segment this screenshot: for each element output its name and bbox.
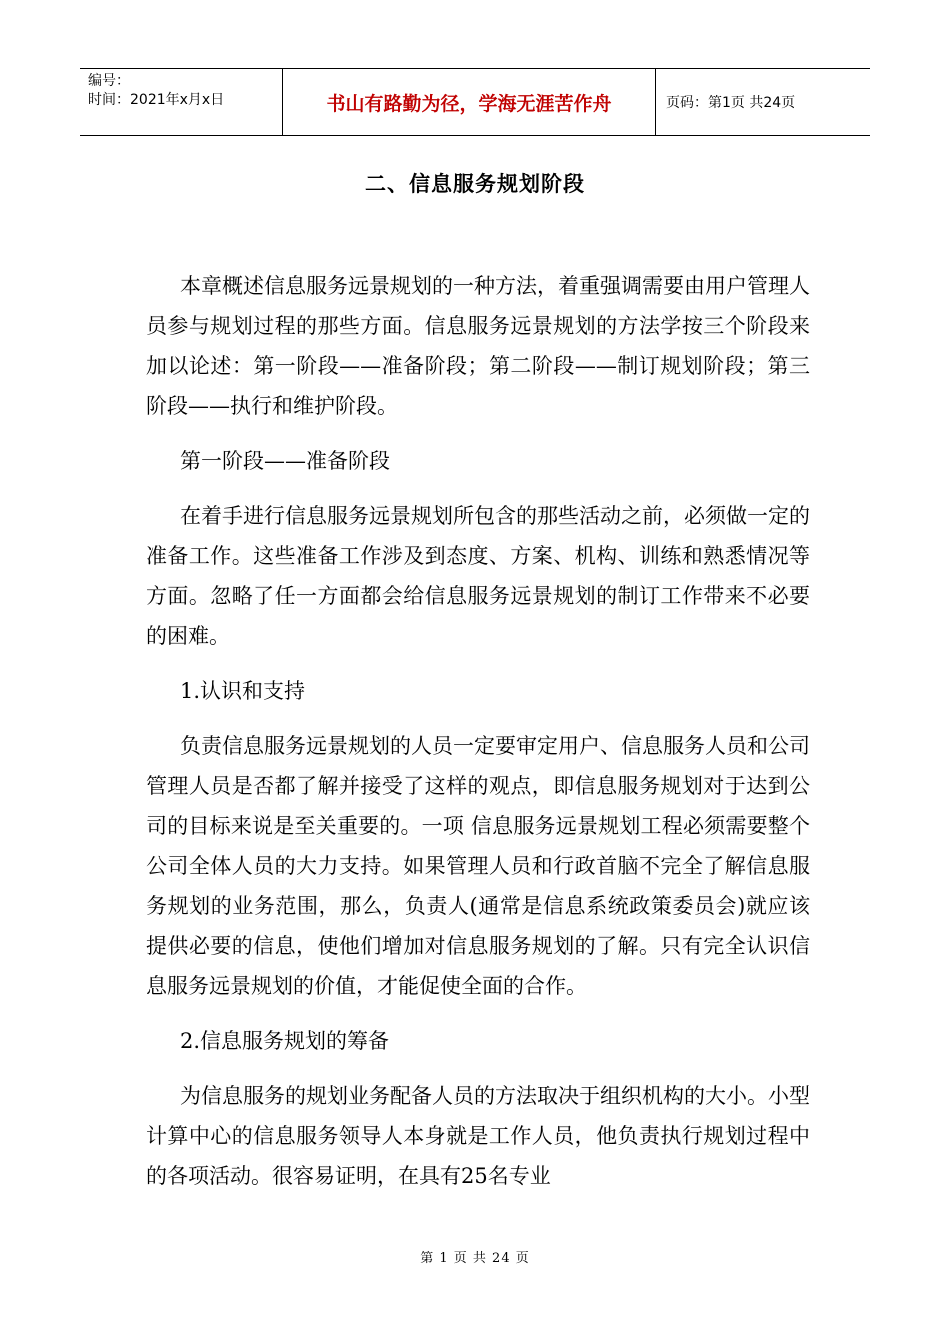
page-title: 二、信息服务规划阶段: [365, 172, 585, 196]
document-time-label: 时间：2021年x月x日: [88, 92, 225, 108]
section2-paragraph: 为信息服务的规划业务配备人员的方法取决于组织机构的大小。小型计算中心的信息服务领导人本身就是工作人员，他负责执行规划过程中的各项活动。很容易证明，在具有25名专业: [146, 1084, 810, 1188]
document-number-label: 编号：: [88, 73, 130, 89]
header-meta-cell: [80, 69, 283, 135]
document-body: [146, 266, 810, 1211]
phase1-heading: 第一阶段——准备阶段: [180, 449, 390, 473]
section2-heading: 2.信息服务规划的筹备: [180, 1029, 390, 1053]
document-header: [80, 68, 870, 136]
intro-paragraph: 本章概述信息服务远景规划的一种方法，着重强调需要由用户管理人员参与规划过程的那些方面。信息服务远景规划的方法学按三个阶段来加以论述：第一阶段——准备阶段；第二阶段——制订规划阶段；第三阶段——执行和维护阶段。: [146, 274, 810, 418]
section1-paragraph: 负责信息服务远景规划的人员一定要审定用户、信息服务人员和公司管理人员是否都了解并接受了这样的观点，即信息服务规划对于达到公司的目标来说是至关重要的。一项 信息服务远景规划工程必须需要整个公司全体人员的大力支持。如果管理人员和行政首脑不完全了解信息服务规划的业务范围，那么，负责人(通常是信息系统政策委员会)就应该提供必要的信息，使他们增加对信息服务规划的了解。只有完全认识信息服务远景规划的价值，才能促使全面的合作。: [146, 734, 810, 998]
page-footer: 第 1 页 共 24 页: [420, 1251, 530, 1266]
header-page-info: 页码：第1页 共24页: [666, 95, 796, 111]
phase1-paragraph: 在着手进行信息服务远景规划所包含的那些活动之前，必须做一定的准备工作。这些准备工作涉及到态度、方案、机构、训练和熟悉情况等方面。忽略了任一方面都会给信息服务远景规划的制订工作带来不必要的困难。: [146, 504, 810, 648]
section1-heading: 1.认识和支持: [180, 679, 306, 703]
header-motto: 书山有路勤为径，学海无涯苦作舟: [283, 69, 656, 135]
